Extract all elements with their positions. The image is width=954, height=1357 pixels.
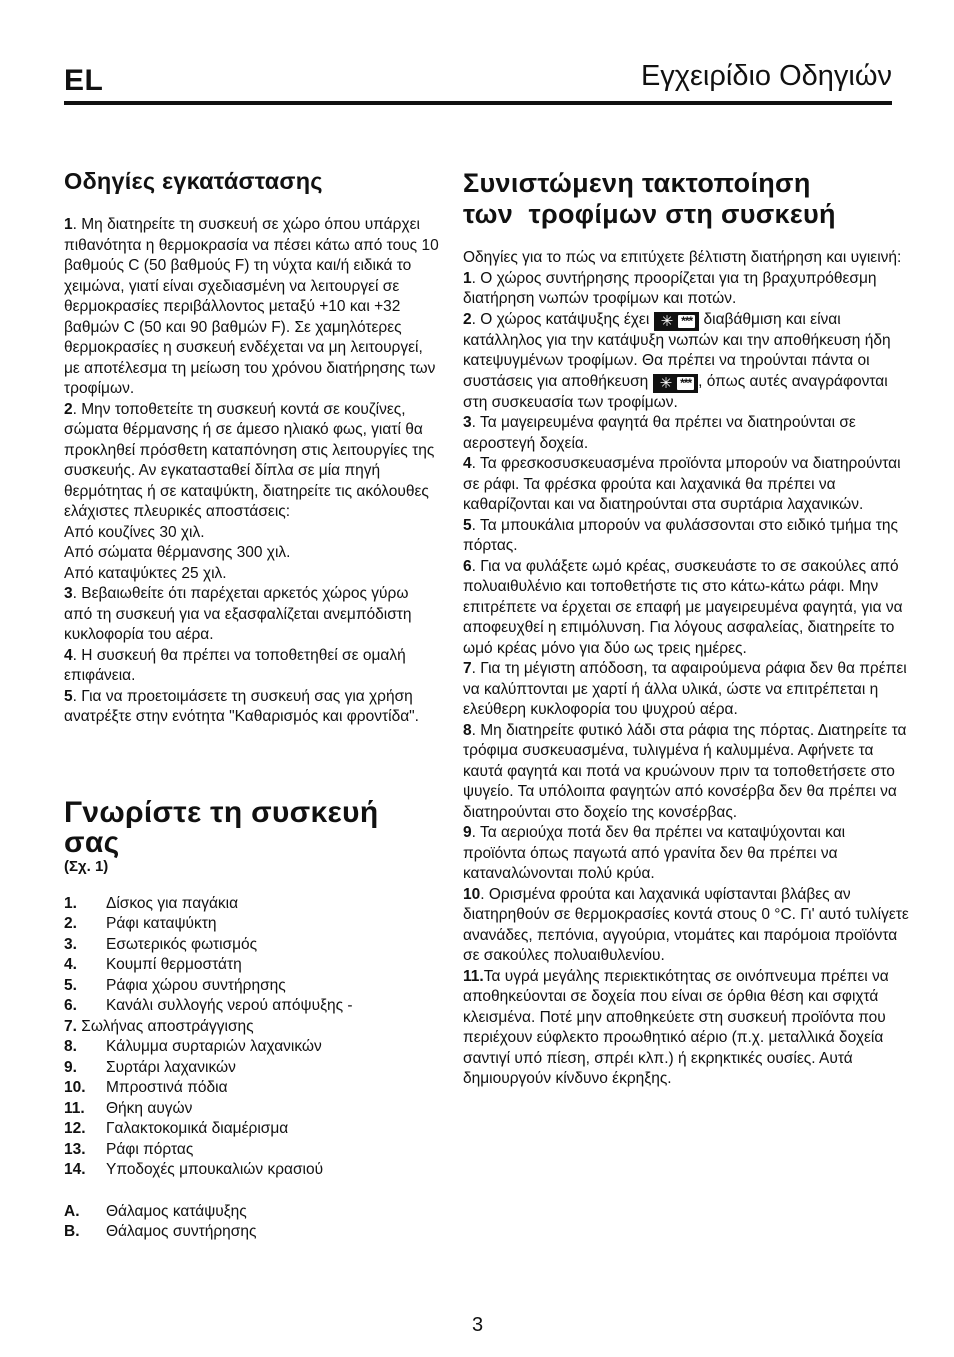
storage-item-2: 2. Ο χώρος κατάψυξης έχει ✳ *** διαβάθμιση και είναι κατάλληλος για την κατάψυξη νωπών και την αποθήκευση ήδη κατεψυγμένων τροφίμων. Θα πρέπει να τηρούνται πάντα οι συστάσεις για αποθήκευση ✳ *** , όπως αυτές αναγράφονται στη συσκευασία των τροφίμων. xyxy=(463,310,891,411)
compartments-list xyxy=(64,1202,440,1243)
installation-heading: Οδηγίες εγκατάστασης xyxy=(64,168,323,194)
figure-reference: (Σχ. 1) xyxy=(64,857,109,875)
list-item: 2. Ράφι καταψύκτη xyxy=(64,915,217,932)
install-item-5: 5. Για να προετοιμάσετε τη συσκευή σας για χρήση ανατρέξτε στην ενότητα "Καθαρισμός και φροντίδα". xyxy=(64,687,419,725)
storage-item-11: 11.Τα υγρά μεγάλης περιεκτικότητας σε οινόπνευμα πρέπει να αποθηκεύονται σε δοχεία που είναι σε όρθια θέση και σφιχτά κλεισμένα. Ποτέ μην αποθηκεύετε στη συσκευή προϊόντα που περιέχουν εύφλεκτο προωθητικό αέριο (π.χ. μεταλλικά δοχεία σαντιγί υπό πίεση, σπρέι κλπ.) ή εκρηκτικές ουσίες. Αυτά δημιουργούν κίνδυνο έκρηξης. xyxy=(463,967,889,1087)
list-item: A. Θάλαμος κατάψυξης xyxy=(64,1202,247,1220)
document-title: Εγχειρίδιο Οδηγιών xyxy=(640,60,892,92)
list-item: 12. Γαλακτοκομικά διαμέρισμα xyxy=(64,1120,289,1137)
list-item: 10. Μπροστινά πόδια xyxy=(64,1079,228,1096)
page-number: 3 xyxy=(472,1314,484,1336)
storage-item-9: 9. Τα αεριούχα ποτά δεν θα πρέπει να καταψύχονται και προϊόντα όπως παγωτά από γρανίτα δεν θα πρέπει να καταναλώνονται πολύ κρύα. xyxy=(463,824,846,882)
storage-item-3: 3. Τα μαγειρευμένα φαγητά θα πρέπει να διατηρούνται σε αεροστεγή δοχεία. xyxy=(463,414,856,452)
storage-heading-line-2: των τροφίμων στη συσκευή xyxy=(463,199,836,229)
storage-item-6: 6. Για να φυλάξετε ωμό κρέας, συσκευάστε το σε σακούλες από πολυαιθυλένιο και τοποθετήστε τις στο κάτω-κάτω ράφι. Μην επιτρέπετε να έρχεται σε επαφή με μαγειρευμένα φαγητά, για να αποφευχθεί η επιμόλυνση. Για λόγους ασφαλείας, διατηρείτε το ωμό κρέας μόνο για δύο ως τρεις ημέρες. xyxy=(463,557,903,657)
clearance-line: Από καταψύκτες 25 χιλ. xyxy=(64,564,227,582)
storage-intro: Οδηγίες για το πώς να επιτύχετε βέλτιστη διατήρηση και υγιεινή: xyxy=(463,249,902,266)
left-column xyxy=(64,168,440,1243)
list-item: 14. Υποδοχές μπουκαλιών κρασιού xyxy=(64,1161,324,1178)
header-rule xyxy=(64,101,892,105)
language-code: EL xyxy=(64,64,104,97)
list-item: 7. Σωλήνας αποστράγγισης xyxy=(64,1017,254,1035)
storage-item-4: 4. Τα φρεσκοσυσκευασμένα προϊόντα μπορούν να διατηρούνται σε ράφι. Τα φρέσκα φρούτα και λαχανικά θα πρέπει να καθαρίζονται και να διατηρούνται στα συρτάρια λαχανικών. xyxy=(463,455,901,513)
list-item: B. Θάλαμος συντήρησης xyxy=(64,1223,257,1240)
freezer-star-rating-icon: ✳ *** xyxy=(653,374,699,393)
list-item: 9. Συρτάρι λαχανικών xyxy=(64,1058,236,1076)
install-item-4: 4. Η συσκευή θα πρέπει να τοποθετηθεί σε ομαλή επιφάνεια. xyxy=(64,646,406,684)
storage-heading xyxy=(463,168,909,230)
install-item-1: 1. Μη διατηρείτε τη συσκευή σε χώρο όπου υπάρχει πιθανότητα η θερμοκρασία να πέσει κάτω από τους 10 βαθμούς C (50 βαθμούς F) τη νύχτα και/ή ειδικά το χειμώνα, γιατί είναι σχεδιασμένη να λειτουργεί σε θερμοκρασίες περιβάλλοντος μεταξύ +10 και +32 βαθμών C (50 και 90 βαθμών F). Σε χαμηλότερες θερμοκρασίες η συσκευή ενδέχεται να μη λειτουργεί, με αποτέλεσμα τη μείωση του χρόνου διατήρησης των τροφίμων. xyxy=(64,216,439,397)
clearance-line: Από σώματα θέρμανσης 300 χιλ. xyxy=(64,544,291,561)
know-appliance-heading: Γνωρίστε τη συσκευή σας xyxy=(64,795,379,859)
right-column xyxy=(463,168,909,1090)
storage-item-1: 1. Ο χώρος συντήρησης προορίζεται για τη βραχυπρόθεσμη διατήρηση νωπών τροφίμων και ποτών. xyxy=(463,269,877,307)
storage-item-5: 5. Τα μπουκάλια μπορούν να φυλάσσονται στο ειδικό τμήμα της πόρτας. xyxy=(463,516,899,554)
clearance-line: Από κουζίνες 30 χιλ. xyxy=(64,523,205,541)
list-item: 1. Δίσκος για παγάκια xyxy=(64,894,239,912)
storage-item-10: 10. Ορισμένα φρούτα και λαχανικά υφίστανται βλάβες αν διατηρηθούν σε θερμοκρασίες κοντά στους 0 °C. Γι' αυτό τυλίγετε ανανάδες, πεπόνια, αγγούρια, ντομάτες και παρόμοια προϊόντα σε σακούλες πολυαιθυλενίου. xyxy=(463,885,909,964)
list-item: 8. Κάλυμμα συρταριών λαχανικών xyxy=(64,1038,322,1055)
storage-body xyxy=(463,248,909,1090)
install-item-3: 3. Βεβαιωθείτε ότι παρέχεται αρκετός χώρος γύρω από τη συσκευή για να εξασφαλίζεται ανεμπόδιστη κυκλοφορία του αέρα. xyxy=(64,585,412,643)
list-item: 4. Κουμπί θερμοστάτη xyxy=(64,956,242,973)
parts-list xyxy=(64,894,440,1181)
installation-body xyxy=(64,215,440,728)
install-item-2: 2. Μην τοποθετείτε τη συσκευή κοντά σε κουζίνες, σώματα θέρμανσης ή σε άμεσο ηλιακό φως, γιατί θα προκληθεί πρόσθετη καταπόνηση στις λειτουργίες της συσκευής. Αν εγκατασταθεί δίπλα σε μία πηγή θερμότητας ή σε καταψύκτη, διατηρείτε τις ακόλουθες ελάχιστες πλευρικές αποστάσεις: xyxy=(64,400,435,520)
storage-heading-line-1: Συνιστώμενη τακτοποίηση xyxy=(463,168,811,198)
list-item: 13. Ράφι πόρτας xyxy=(64,1140,194,1158)
freezer-star-rating-icon: ✳ *** xyxy=(654,312,700,331)
list-item: 3. Εσωτερικός φωτισμός xyxy=(64,935,258,953)
list-item: 6. Κανάλι συλλογής νερού απόψυξης - xyxy=(64,997,353,1014)
list-item: 11. Θήκη αυγών xyxy=(64,1099,193,1117)
storage-item-7: 7. Για τη μέγιστη απόδοση, τα αφαιρούμενα ράφια δεν θα πρέπει να καλύπτονται με χαρτί ή άλλα υλικά, ώστε να επιτρέπεται η ελεύθερη κυκλοφορία του ψυχρού αέρα. xyxy=(463,660,907,718)
storage-item-8: 8. Μη διατηρείτε φυτικό λάδι στα ράφια της πόρτας. Διατηρείτε τα τρόφιμα συσκευασμένα, τυλιγμένα ή καλυμμένα. Αφήνετε τα καυτά φαγητά και ποτά να κρυώνουν πριν τα τοποθετήσετε στο ψυγείο. Τα υπόλοιπα φαγητών από κονσέρβα δεν θα πρέπει να διατηρούνται στο δοχείο της κονσέρβας. xyxy=(463,721,907,821)
list-item: 5. Ράφια χώρου συντήρησης xyxy=(64,976,286,994)
